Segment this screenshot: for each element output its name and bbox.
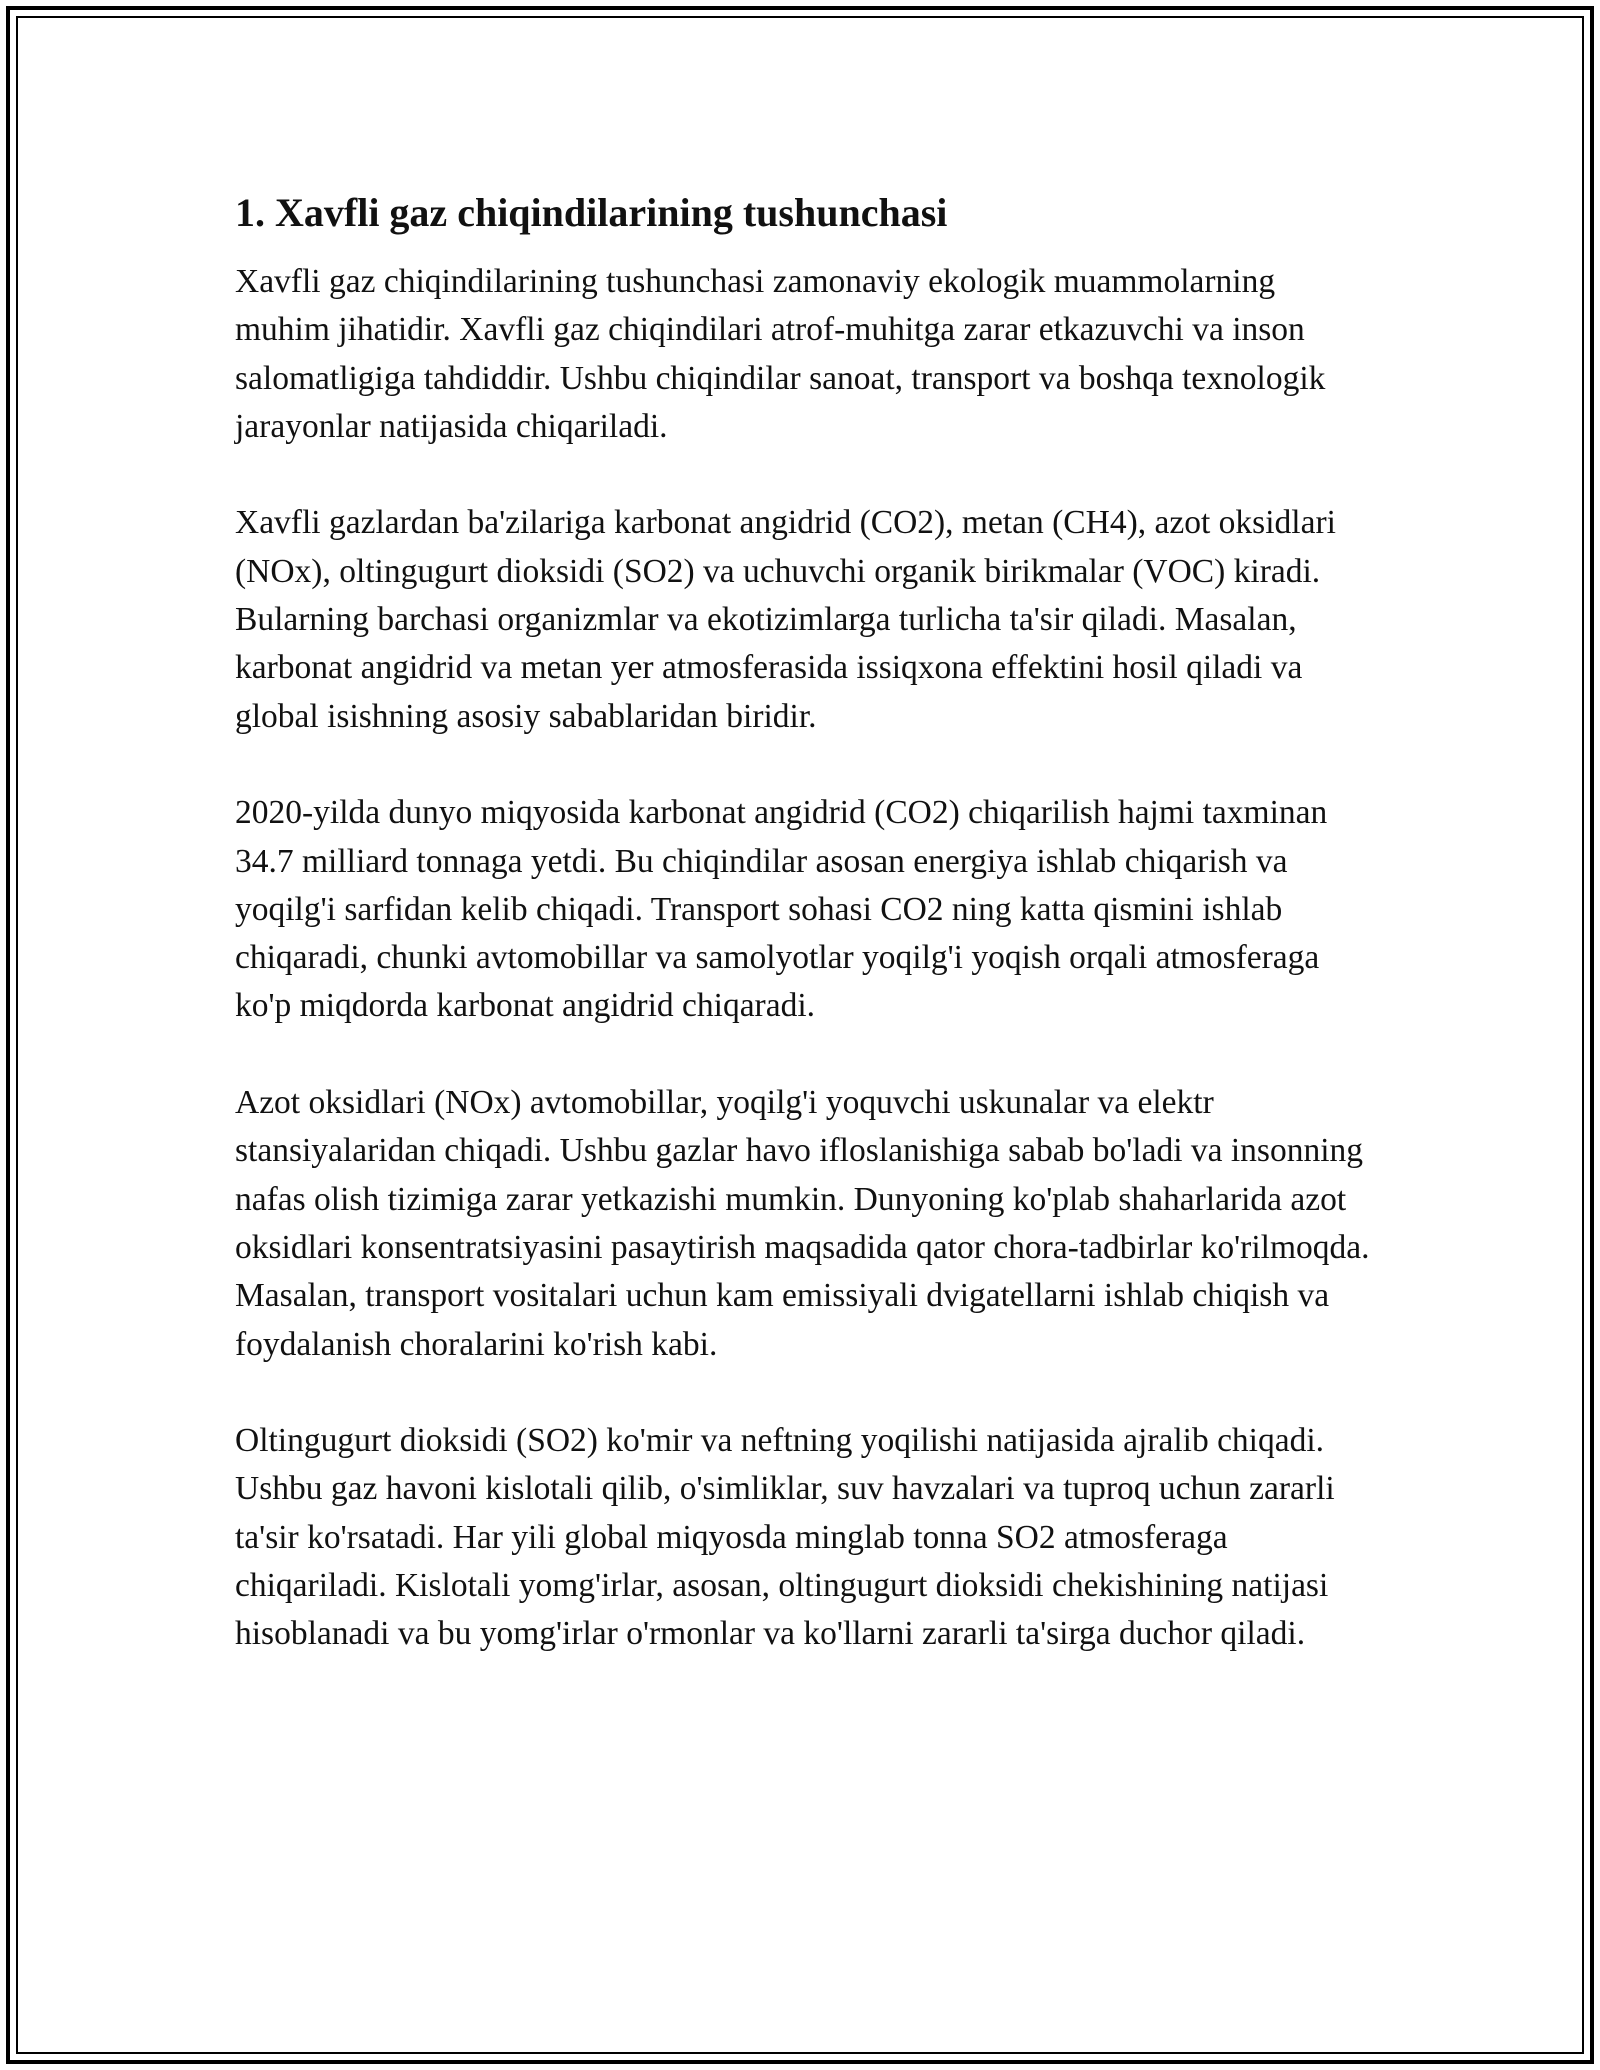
section-heading: 1. Xavfli gaz chiqindilarining tushunchasi xyxy=(235,190,948,235)
paragraph-3: 2020-yilda dunyo miqyosida karbonat angidrid (CO2) chiqarilish hajmi taxminan 34.7 milliard tonnaga yetdi. Bu chiqindilar asosan energiya ishlab chiqarish va yoqilg'i sarfidan kelib chiqadi. Transport sohasi CO2 ning katta qismini ishlab chiqaradi, chunki avtomobillar va samolyotlar yoqilg'i yoqish orqali atmosferaga ko'p miqdorda karbonat angidrid chiqaradi. xyxy=(235,794,1328,1025)
paragraph-2: Xavfli gazlardan ba'zilariga karbonat angidrid (CO2), metan (CH4), azot oksidlari (NOx), oltingugurt dioksidi (SO2) va uchuvchi organik birikmalar (VOC) kiradi. Bularning barchasi organizmlar va ekotizimlarga turlicha ta'sir qiladi. Masalan, karbonat angidrid va metan yer atmosferasida issiqxona effektini hosil qiladi va global isishning asosiy sabablaridan biridir. xyxy=(235,504,1336,735)
paragraph-4: Azot oksidlari (NOx) avtomobillar, yoqilg'i yoquvchi uskunalar va elektr stansiyalaridan chiqadi. Ushbu gazlar havo ifloslanishiga sabab bo'ladi va insonning nafas olish tizimiga zarar yetkazishi mumkin. Dunyoning ko'plab shaharlarida azot oksidlari konsentratsiyasini pasaytirish maqsadida qator chora-tadbirlar ko'rilmoqda. Masalan, transport vositalari uchun kam emissiyali dvigatellarni ishlab chiqish va foydalanish choralarini ko'rish kabi. xyxy=(235,1084,1370,1363)
document-body xyxy=(235,188,1375,1707)
paragraph-1: Xavfli gaz chiqindilarining tushunchasi zamonaviy ekologik muammolarning muhim jihatidir. Xavfli gaz chiqindilari atrof-muhitga zarar etkazuvchi va inson salomatligiga tahdiddir. Ushbu chiqindilar sanoat, transport va boshqa texnologik jarayonlar natijasida chiqariladi. xyxy=(235,263,1326,445)
paragraph-5: Oltingugurt dioksidi (SO2) ko'mir va neftning yoqilishi natijasida ajralib chiqadi. Ushbu gaz havoni kislotali qilib, o'simliklar, suv havzalari va tuproq uchun zararli ta'sir ko'rsatadi. Har yili global miqyosda minglab tonna SO2 atmosferaga chiqariladi. Kislotali yomg'irlar, asosan, oltingugurt dioksidi chekishining natijasi hisoblanadi va bu yomg'irlar o'rmonlar va ko'llarni zararli ta'sirga duchor qiladi. xyxy=(235,1422,1335,1653)
